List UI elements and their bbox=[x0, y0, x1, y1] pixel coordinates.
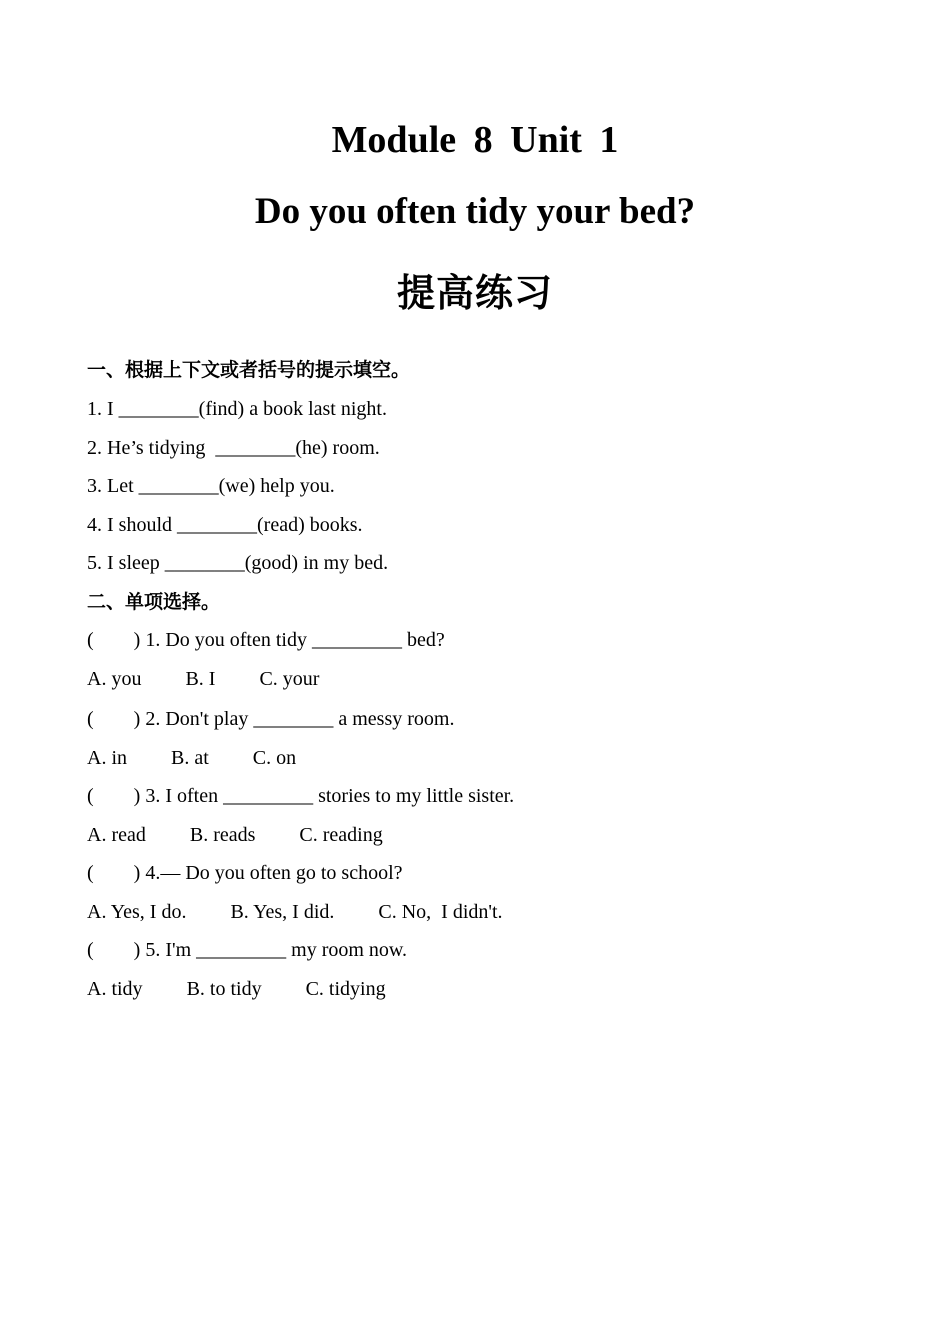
option-c: C. your bbox=[259, 668, 320, 690]
lesson-title: Do you often tidy your bed? bbox=[254, 191, 696, 232]
choice-options-4 bbox=[87, 899, 503, 925]
option-a: A. you bbox=[87, 668, 142, 690]
option-b: B. at bbox=[171, 747, 209, 769]
fill-blank-item-2: 2. He’s tidying ________(he) room. bbox=[87, 437, 380, 459]
exercise-title: 提高练习 bbox=[396, 271, 553, 315]
option-b: B. Yes, I did. bbox=[230, 901, 335, 923]
option-a: A. in bbox=[87, 747, 127, 769]
option-c: C. tidying bbox=[305, 978, 386, 1000]
option-c: C. reading bbox=[299, 824, 383, 846]
option-b: B. I bbox=[185, 668, 216, 690]
fill-blank-item-1: 1. I ________(find) a book last night. bbox=[87, 398, 387, 420]
choice-question-1: ( ) 1. Do you often tidy _________ bed? bbox=[87, 629, 445, 651]
option-a: A. Yes, I do. bbox=[87, 901, 187, 923]
choice-question-3: ( ) 3. I often _________ stories to my little sister. bbox=[87, 785, 515, 807]
option-c: C. No, I didn't. bbox=[378, 901, 503, 923]
module-title: Module 8 Unit 1 bbox=[331, 119, 619, 161]
choice-options-2 bbox=[87, 745, 296, 771]
choice-options-1 bbox=[87, 666, 319, 692]
option-b: B. to tidy bbox=[186, 978, 262, 1000]
choice-options-5 bbox=[87, 976, 386, 1002]
option-c: C. on bbox=[252, 747, 297, 769]
fill-blank-item-5: 5. I sleep ________(good) in my bed. bbox=[87, 552, 389, 574]
option-a: A. tidy bbox=[87, 978, 143, 1000]
choice-question-4: ( ) 4.— Do you often go to school? bbox=[87, 862, 403, 884]
option-a: A. read bbox=[87, 824, 146, 846]
section2-heading: 二、单项选择。 bbox=[87, 591, 221, 613]
fill-blank-item-4: 4. I should ________(read) books. bbox=[87, 514, 363, 536]
choice-options-3 bbox=[87, 822, 383, 848]
option-b: B. reads bbox=[189, 824, 256, 846]
fill-blank-item-3: 3. Let ________(we) help you. bbox=[87, 475, 335, 497]
section1-heading: 一、根据上下文或者括号的提示填空。 bbox=[87, 359, 411, 381]
choice-question-5: ( ) 5. I'm _________ my room now. bbox=[87, 939, 408, 961]
choice-question-2: ( ) 2. Don't play ________ a messy room. bbox=[87, 708, 455, 730]
